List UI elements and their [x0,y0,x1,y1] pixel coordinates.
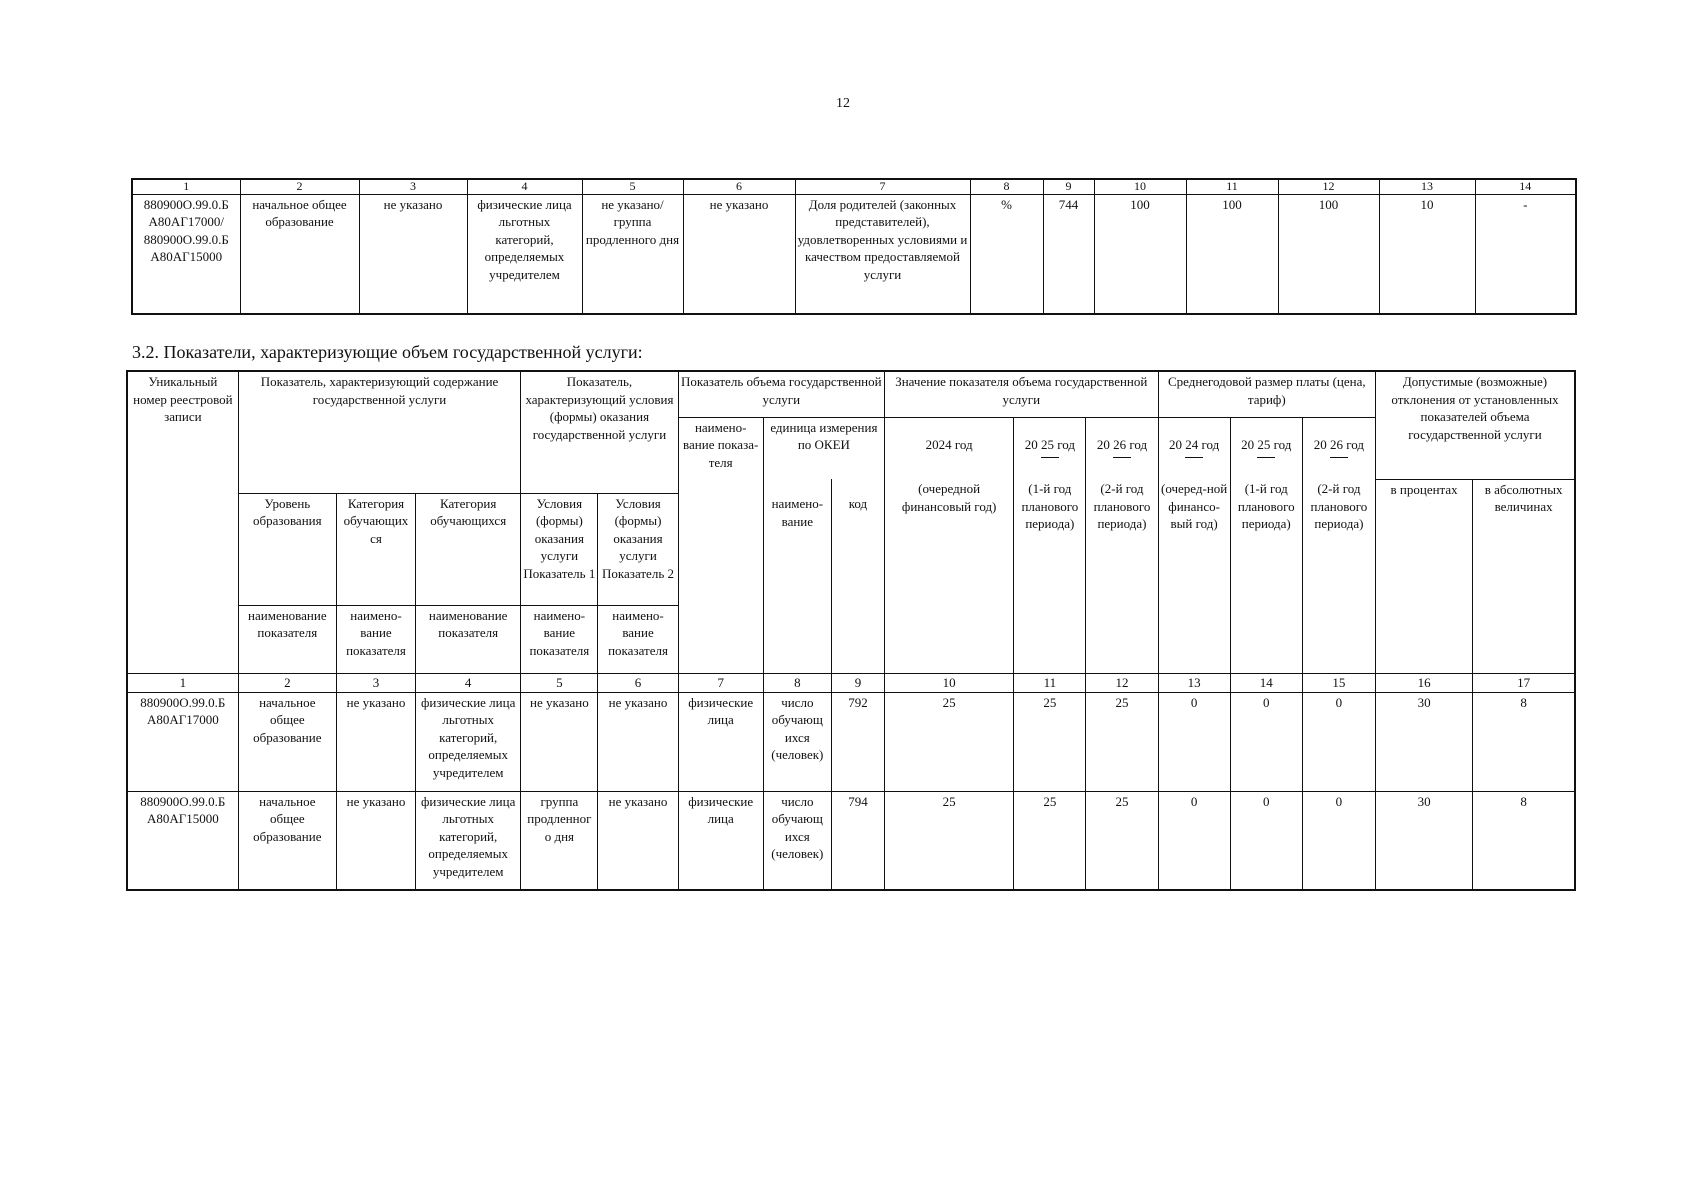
education-level-header: Уровень образования [238,493,336,605]
name-indicator-header: наимено-вание показателя [598,605,678,673]
column-number: 2 [240,179,359,194]
fee-2025-prefix: 20 [1241,436,1255,452]
section-title: 3.2. Показатели, характеризующие объем государственной услуги: [132,342,643,362]
deviation-percent-cell: 10 [1379,194,1475,314]
indicator-name-cell: физические лица [678,791,763,890]
fee-2025-suffix: 25 год [1257,436,1292,452]
value-2025-cell: 25 [1014,791,1086,890]
value-2025-cell: 25 [1014,692,1086,791]
column-number: 2 [238,673,336,692]
registry-number-cell: 880900О.99.0.Б А80АГ17000/ 880900О.99.0.Б А80АГ15000 [132,194,240,314]
in-absolute-header: в абсолютных величинах [1473,479,1575,673]
deviation-absolute-cell: 8 [1473,692,1575,791]
registry-number-cell: 880900О.99.0.Б А80АГ17000 [127,692,238,791]
unit-okei-header: единица измерения по ОКЕИ [763,417,884,479]
column-number: 1 [132,179,240,194]
column-number: 10 [1094,179,1186,194]
fee-2024-header [1158,417,1230,479]
category-students-cell: не указано [359,194,467,314]
fee-2025-header [1230,417,1302,479]
unit-code-header: код [831,479,884,673]
value-2024-cell: 25 [885,692,1014,791]
column-number: 11 [1014,673,1086,692]
column-number: 14 [1230,673,1302,692]
value-2025-cell: 100 [1186,194,1278,314]
unit-code-cell: 794 [831,791,884,890]
column-number: 6 [683,179,795,194]
column-number: 16 [1376,673,1473,692]
column-number: 13 [1158,673,1230,692]
fee-2025-cell: 0 [1230,692,1302,791]
registry-header: Уникальный номер реестровой записи [127,371,238,673]
column-number: 7 [795,179,970,194]
column-number: 15 [1302,673,1375,692]
year-2025-note: (1-й год планового периода) [1014,479,1086,673]
column-number: 11 [1186,179,1278,194]
deviation-absolute-cell: - [1475,194,1576,314]
volume-indicator-header: Показатель объема государственной услуги [678,371,884,417]
category-students-cell: не указано [336,791,415,890]
fee-2025-cell: 0 [1230,791,1302,890]
year-2026-note: (2-й год планового периода) [1086,479,1158,673]
fee-2024-suffix: 24 год [1185,436,1220,452]
table-row [127,692,1575,791]
header-row [127,371,1575,417]
avg-fee-header: Среднегодовой размер платы (цена, тариф) [1158,371,1375,417]
category-students-cell: не указано [336,692,415,791]
column-number: 17 [1473,673,1575,692]
okei-code-cell: 744 [1043,194,1094,314]
deviation-absolute-cell: 8 [1473,791,1575,890]
category-students-header: Категория обучающих ся [336,493,415,605]
column-number: 3 [336,673,415,692]
name-indicator-header: наимено-вание показателя [336,605,415,673]
year-2026-header [1086,417,1158,479]
blank-line [1113,457,1131,458]
column-number: 3 [359,179,467,194]
deviations-header: Допустимые (возможные) отклонения от установленных показателей объема государственной услуги [1376,371,1576,479]
education-level-cell: начальное общее образование [240,194,359,314]
column-number: 5 [582,179,683,194]
year-2024-header: 2024 год [885,417,1014,479]
fee-2024-prefix: 20 [1168,436,1182,452]
condition-1-cell: не указано/ группа продленного дня [582,194,683,314]
education-level-cell: начальное общее образование [238,692,336,791]
volume-value-header: Значение показателя объема государственной услуги [885,371,1159,417]
deviation-percent-cell: 30 [1376,692,1473,791]
fee-2026-note: (2-й год планового периода) [1302,479,1375,673]
column-number: 6 [598,673,678,692]
category-persons-cell: физические лица льготных категорий, определяемых учредителем [416,692,521,791]
column-number: 12 [1086,673,1158,692]
unit-cell: % [970,194,1043,314]
column-number: 13 [1379,179,1475,194]
blank-line [1257,457,1275,458]
content-indicator-header: Показатель, характеризующий содержание государственной услуги [238,371,521,493]
category-persons-cell: физические лица льготных категорий, определяемых учредителем [416,791,521,890]
column-number: 12 [1278,179,1379,194]
value-2024-cell: 100 [1094,194,1186,314]
blank-line [1330,457,1348,458]
column-number: 7 [678,673,763,692]
fee-2026-prefix: 20 [1313,436,1327,452]
volume-indicators-table [126,370,1576,891]
year-2025-suffix: 25 год [1040,436,1075,452]
column-number: 8 [763,673,831,692]
fee-2026-cell: 0 [1302,791,1375,890]
fee-2024-cell: 0 [1158,791,1230,890]
column-number: 1 [127,673,238,692]
fee-2024-cell: 0 [1158,692,1230,791]
year-2026-prefix: 20 [1096,436,1110,452]
condition-2-cell: не указано [598,791,678,890]
condition-1-header: Условия (формы) оказания услуги Показатель 1 [521,493,598,605]
in-percent-header: в процентах [1376,479,1473,673]
education-level-cell: начальное общее образование [238,791,336,890]
column-number: 14 [1475,179,1576,194]
column-number: 5 [521,673,598,692]
condition-2-cell: не указано [598,692,678,791]
name-indicator-header: наименование показателя [416,605,521,673]
table-row [127,791,1575,890]
indicator-name-header: наимено-вание показа-теля [678,417,763,673]
column-number: 9 [1043,179,1094,194]
page-number: 12 [836,96,850,111]
fee-2025-note: (1-й год планового периода) [1230,479,1302,673]
blank-line [1185,457,1203,458]
condition-2-cell: не указано [683,194,795,314]
condition-1-cell: не указано [521,692,598,791]
column-number-row [132,179,1576,194]
column-number: 9 [831,673,884,692]
value-2026-cell: 25 [1086,692,1158,791]
year-2024-note: (очередной финансовый год) [885,479,1014,673]
fee-2026-cell: 0 [1302,692,1375,791]
column-number: 10 [885,673,1014,692]
value-2026-cell: 25 [1086,791,1158,890]
registry-number-cell: 880900О.99.0.Б А80АГ15000 [127,791,238,890]
year-2025-prefix: 20 [1024,436,1038,452]
column-number: 8 [970,179,1043,194]
fee-2024-note: (очеред-ной финансо-вый год) [1158,479,1230,673]
category-persons-header: Категория обучающихся [416,493,521,605]
value-2024-cell: 25 [885,791,1014,890]
condition-2-header: Условия (формы) оказания услуги Показатель 2 [598,493,678,605]
unit-name-cell: число обучающ ихся (человек) [763,791,831,890]
condition-1-cell: группа продленног о дня [521,791,598,890]
unit-name-header: наимено-вание [763,479,831,673]
fee-2026-header [1302,417,1375,479]
column-number: 4 [467,179,582,194]
unit-name-cell: число обучающ ихся (человек) [763,692,831,791]
value-2026-cell: 100 [1278,194,1379,314]
quality-indicators-table [131,178,1577,315]
indicator-name-cell: Доля родителей (законных представителей), удовлетворенных условиями и качеством предоставляемой услуги [795,194,970,314]
table-row [132,194,1576,314]
conditions-indicator-header: Показатель, характеризующий условия (формы) оказания государственной услуги [521,371,678,493]
column-number-row [127,673,1575,692]
unit-code-cell: 792 [831,692,884,791]
category-persons-cell: физические лица льготных категорий, определяемых учредителем [467,194,582,314]
deviation-percent-cell: 30 [1376,791,1473,890]
blank-line [1041,457,1059,458]
indicator-name-cell: физические лица [678,692,763,791]
year-2026-suffix: 26 год [1113,436,1148,452]
name-indicator-header: наимено-вание показателя [521,605,598,673]
year-2025-header [1014,417,1086,479]
fee-2026-suffix: 26 год [1330,436,1365,452]
name-indicator-header: наименование показателя [238,605,336,673]
column-number: 4 [416,673,521,692]
